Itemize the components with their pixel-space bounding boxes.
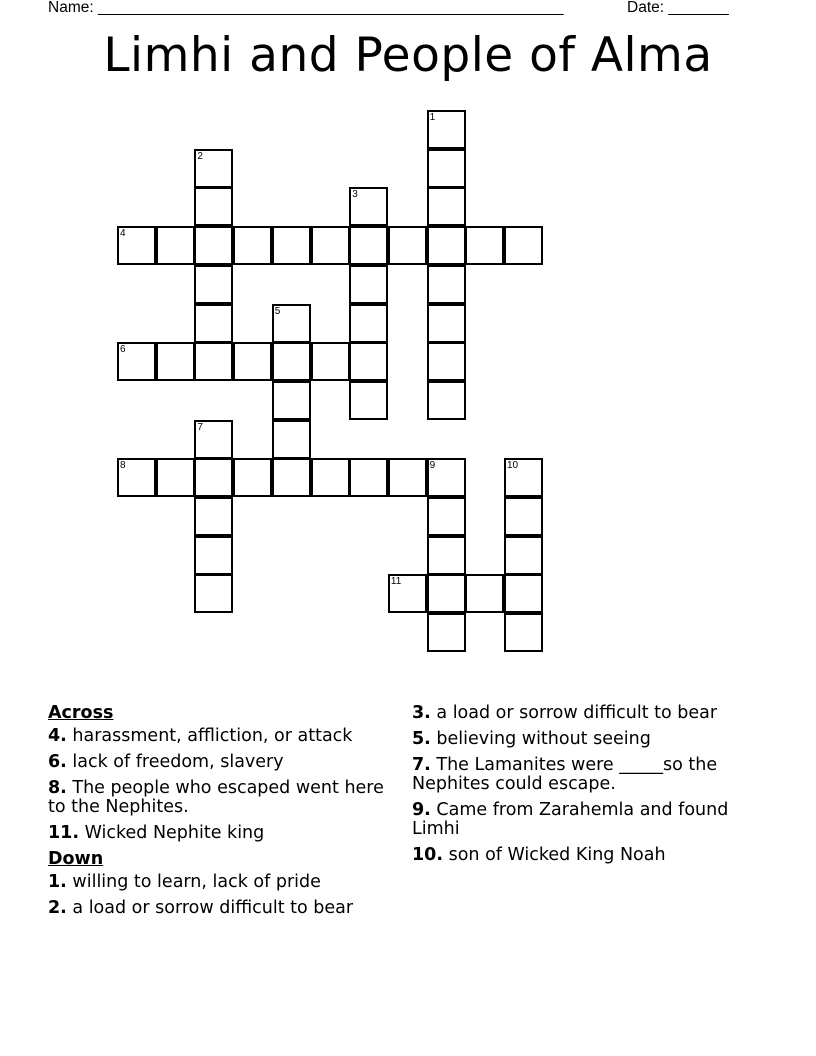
grid-cell[interactable] [427, 342, 466, 381]
grid-cell[interactable] [504, 497, 543, 536]
grid-cell[interactable] [194, 458, 233, 497]
grid-cell[interactable] [194, 187, 233, 226]
grid-cell[interactable] [233, 226, 272, 265]
clue-text: The Lamanites were _____so the Nephites could escape. [412, 755, 718, 794]
grid-cell[interactable] [504, 536, 543, 575]
grid-cell[interactable] [427, 265, 466, 304]
grid-cell[interactable] [388, 226, 427, 265]
across-heading: Across [48, 703, 114, 723]
clue-text: Wicked Nephite king [84, 823, 265, 843]
grid-cell[interactable] [233, 342, 272, 381]
grid-cell[interactable] [272, 420, 311, 459]
grid-cell[interactable] [156, 342, 195, 381]
clue-down-1 [48, 873, 393, 892]
down-heading: Down [48, 849, 104, 869]
name-field-label: Name: ______________________________________________________ [48, 0, 564, 16]
grid-cell[interactable] [311, 342, 350, 381]
clue-number: 6. [48, 752, 67, 772]
grid-cell[interactable] [504, 226, 543, 265]
grid-cell[interactable] [194, 420, 233, 459]
clue-number: 5. [412, 729, 431, 749]
cell-number: 7 [197, 421, 203, 433]
grid-cell[interactable] [465, 574, 504, 613]
clue-text: lack of freedom, slavery [72, 752, 284, 772]
grid-cell[interactable] [349, 265, 388, 304]
grid-cell[interactable] [272, 304, 311, 343]
grid-cell[interactable] [504, 613, 543, 652]
grid-cell[interactable] [311, 458, 350, 497]
clue-number: 10. [412, 845, 444, 865]
grid-cell[interactable] [156, 458, 195, 497]
grid-cell[interactable] [117, 458, 156, 497]
grid-cell[interactable] [427, 226, 466, 265]
clue-across-4 [48, 727, 393, 746]
date-field-label: Date: _______ [627, 0, 729, 16]
clue-down-5 [412, 730, 757, 749]
clue-number: 11. [48, 823, 80, 843]
grid-cell[interactable] [272, 458, 311, 497]
grid-cell[interactable] [504, 574, 543, 613]
grid-cell[interactable] [427, 187, 466, 226]
grid-cell[interactable] [272, 342, 311, 381]
grid-cell[interactable] [427, 497, 466, 536]
grid-cell[interactable] [427, 536, 466, 575]
clue-across-6 [48, 753, 393, 772]
grid-cell[interactable] [194, 226, 233, 265]
clue-down-7 [412, 756, 757, 794]
clue-down-9 [412, 801, 757, 839]
clue-text: Came from Zarahemla and found Limhi [412, 800, 729, 839]
grid-cell[interactable] [349, 458, 388, 497]
clue-across-8 [48, 779, 393, 817]
grid-cell[interactable] [427, 458, 466, 497]
clue-text: The people who escaped went here to the Nephites. [48, 778, 384, 817]
clue-down-3 [412, 704, 757, 723]
clue-text: believing without seeing [436, 729, 651, 749]
grid-cell[interactable] [194, 536, 233, 575]
clue-down-2 [48, 899, 393, 918]
grid-cell[interactable] [156, 226, 195, 265]
clues-column-left [48, 704, 393, 925]
grid-cell[interactable] [272, 381, 311, 420]
clue-number: 3. [412, 703, 431, 723]
clue-number: 2. [48, 898, 67, 918]
grid-cell[interactable] [349, 381, 388, 420]
grid-cell[interactable] [427, 304, 466, 343]
grid-cell[interactable] [427, 110, 466, 149]
clue-text: a load or sorrow difficult to bear [72, 898, 354, 918]
grid-cell[interactable] [117, 226, 156, 265]
grid-cell[interactable] [194, 574, 233, 613]
grid-cell[interactable] [349, 187, 388, 226]
clue-number: 8. [48, 778, 67, 798]
clue-number: 4. [48, 726, 67, 746]
grid-cell[interactable] [427, 381, 466, 420]
grid-cell[interactable] [233, 458, 272, 497]
grid-cell[interactable] [194, 149, 233, 188]
grid-cell[interactable] [388, 574, 427, 613]
cell-number: 6 [120, 344, 126, 356]
cell-number: 11 [390, 576, 402, 588]
clue-text: harassment, affliction, or attack [72, 726, 353, 746]
grid-cell[interactable] [388, 458, 427, 497]
grid-cell[interactable] [272, 226, 311, 265]
cell-number: 3 [352, 189, 358, 201]
cell-number: 4 [120, 228, 126, 240]
clue-down-10 [412, 846, 757, 865]
clue-number: 9. [412, 800, 431, 820]
grid-cell[interactable] [311, 226, 350, 265]
clue-text: a load or sorrow difficult to bear [436, 703, 718, 723]
grid-cell[interactable] [349, 304, 388, 343]
cell-number: 9 [429, 460, 436, 472]
grid-cell[interactable] [194, 304, 233, 343]
grid-cell[interactable] [427, 149, 466, 188]
grid-cell[interactable] [427, 613, 466, 652]
grid-cell[interactable] [349, 226, 388, 265]
grid-cell[interactable] [117, 342, 156, 381]
grid-cell[interactable] [504, 458, 543, 497]
grid-cell[interactable] [194, 497, 233, 536]
cell-number: 2 [197, 150, 203, 162]
clue-number: 7. [412, 755, 431, 775]
page-title: Limhi and People of Alma [103, 28, 713, 83]
grid-cell[interactable] [194, 342, 233, 381]
cell-number: 8 [120, 460, 126, 472]
clue-text: son of Wicked King Noah [448, 845, 666, 865]
grid-cell[interactable] [465, 226, 504, 265]
cell-number: 1 [429, 112, 436, 123]
grid-cell[interactable] [349, 342, 388, 381]
cell-number: 5 [274, 305, 281, 317]
clue-text: willing to learn, lack of pride [72, 872, 321, 892]
clues-column-right [412, 704, 757, 872]
clue-number: 1. [48, 872, 67, 892]
grid-cell[interactable] [194, 265, 233, 304]
cell-number: 10 [507, 460, 519, 472]
grid-cell[interactable] [427, 574, 466, 613]
clue-across-11 [48, 824, 393, 843]
